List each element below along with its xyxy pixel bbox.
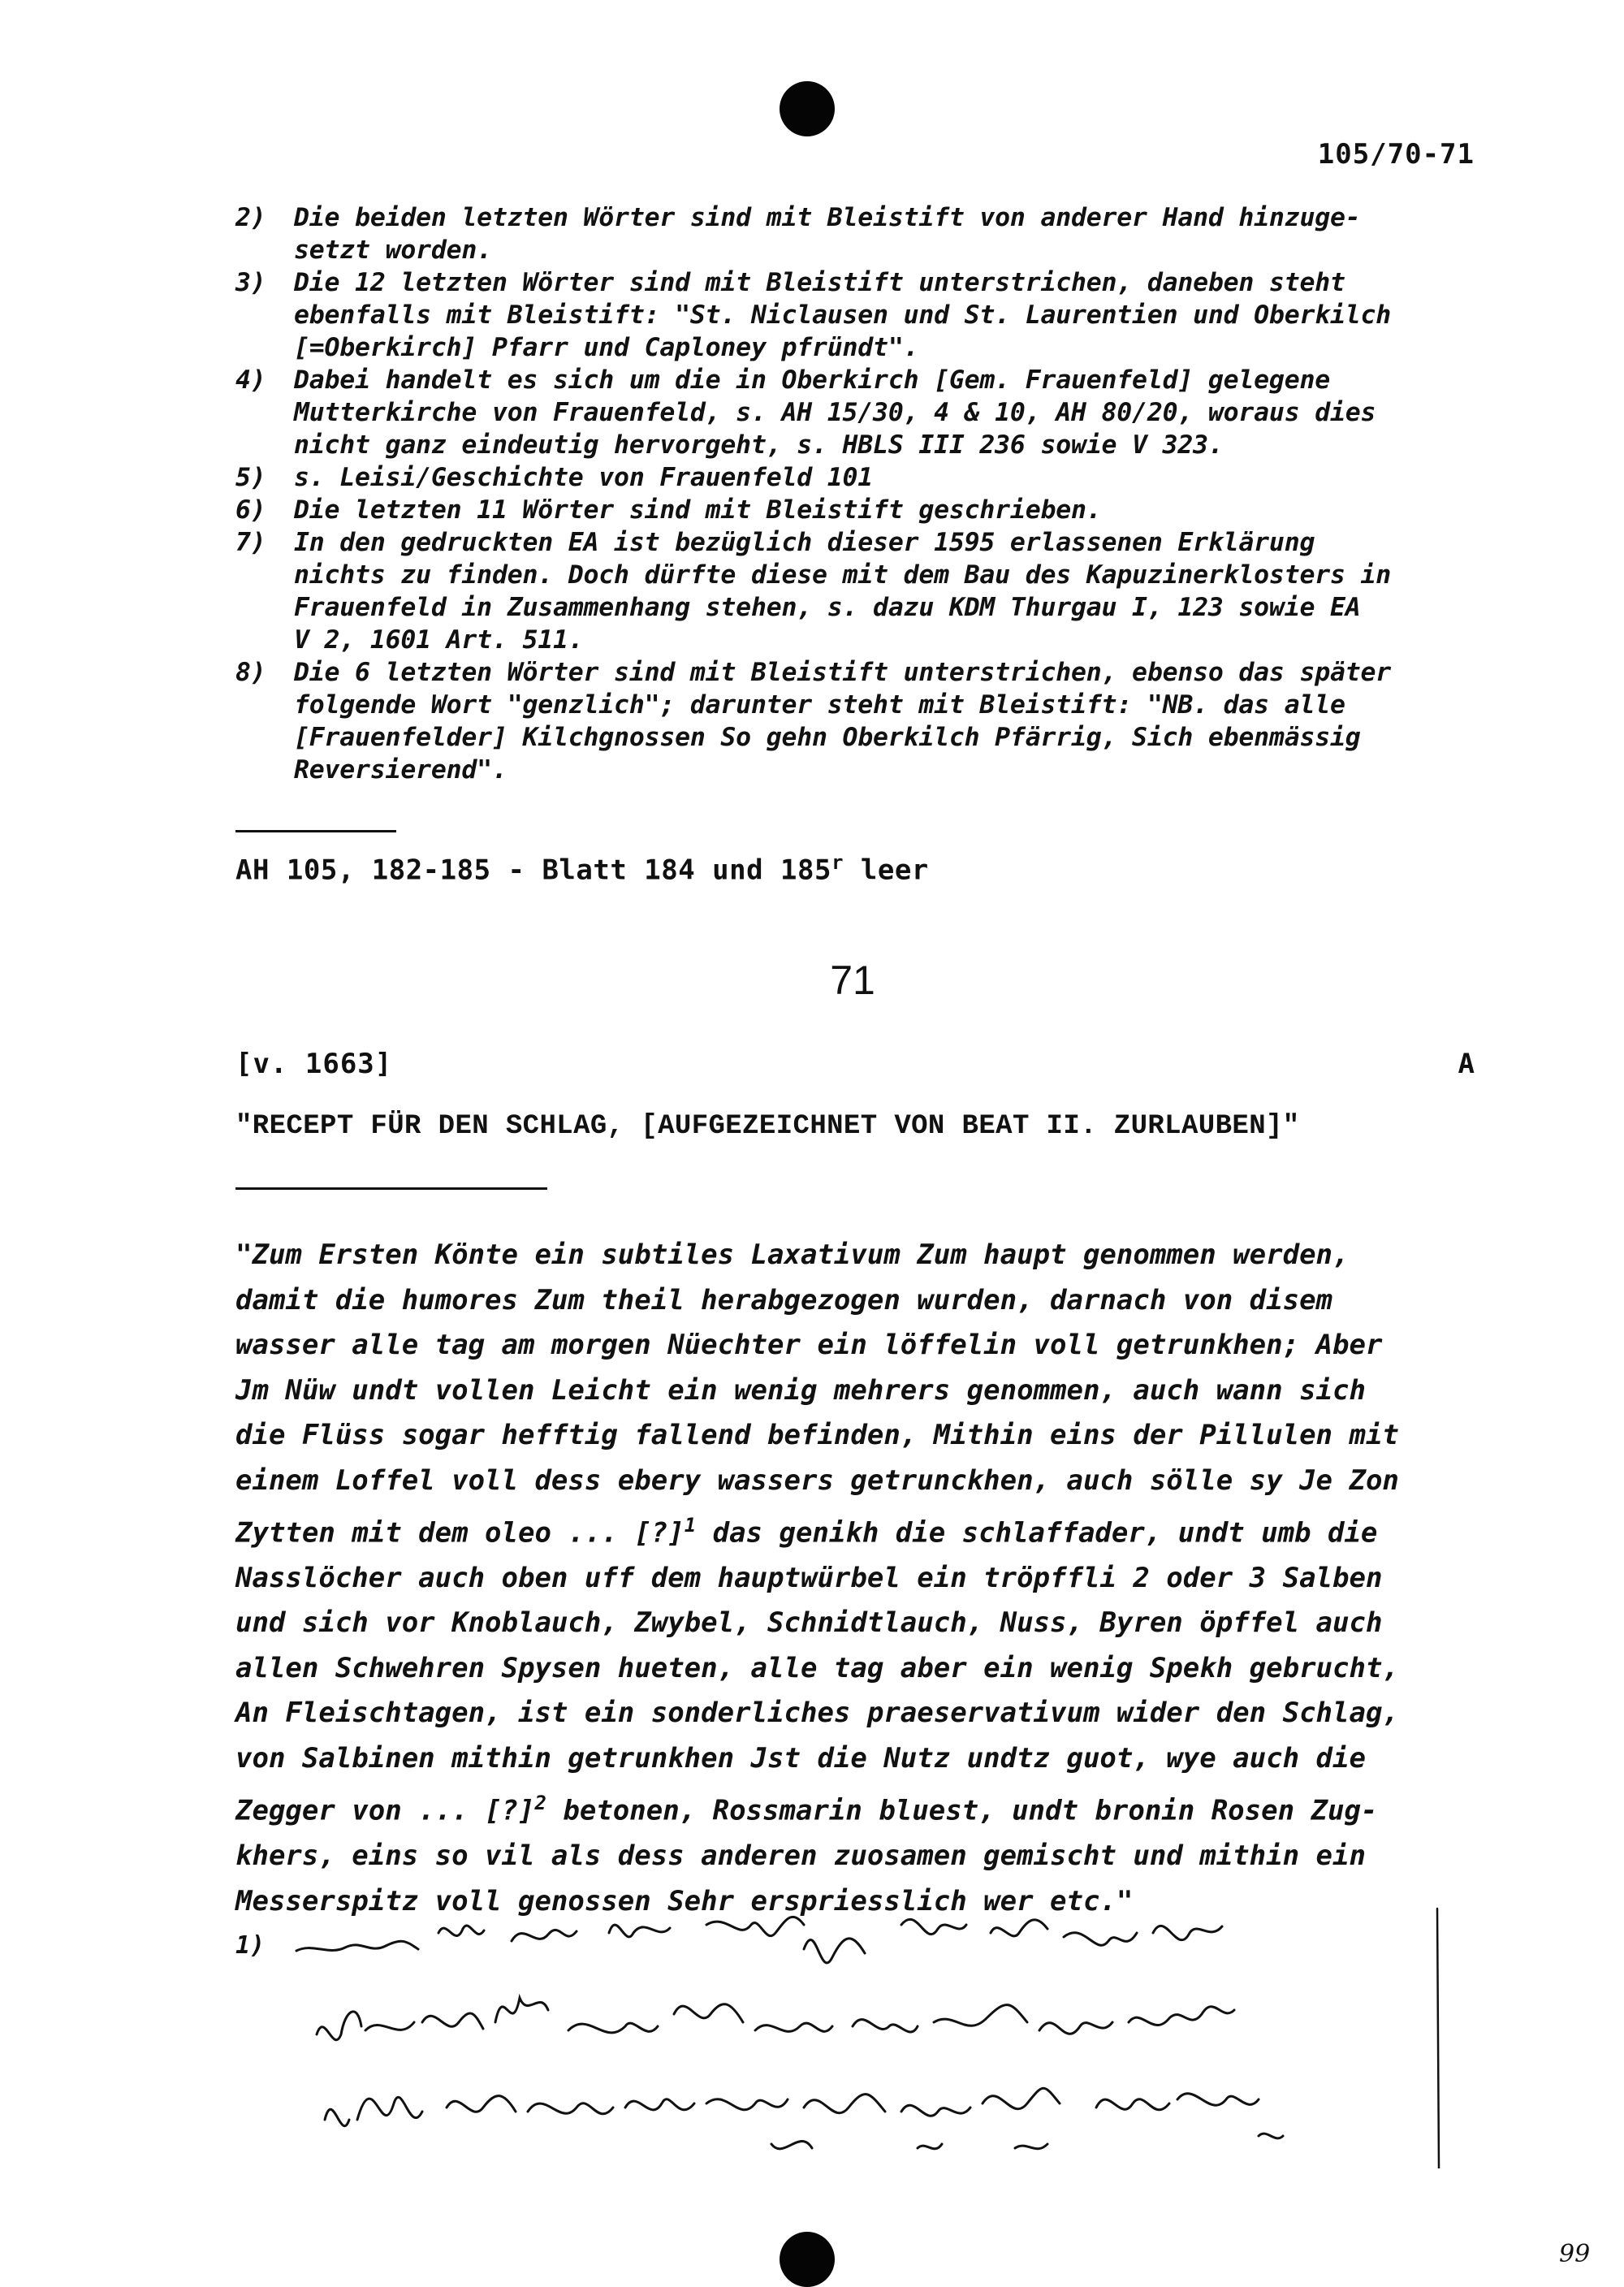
punch-hole-top xyxy=(780,81,835,136)
page-reference: 105/70-71 xyxy=(1317,138,1475,171)
footnote-item: 5) s. Leisi/Geschichte von Frauenfeld 101 xyxy=(235,463,874,492)
document-body xyxy=(235,1233,1502,1924)
body-line: Zegger von ... [?]$^2$ betonen, Rossmarin bluest, undt bronin Rosen Zug- xyxy=(235,1792,1378,1827)
document-number: 71 xyxy=(830,958,875,1003)
title-rule xyxy=(235,1187,547,1190)
body-line: Zytten mit dem oleo ... [?]$^1$ das genikh die schlaffader, undt umb die xyxy=(235,1514,1378,1550)
body-line: damit die humores Zum theil herabgezogen wurden, darnach von disem xyxy=(235,1283,1333,1316)
body-line: einem Loffel voll dess ebery wassers getrunckhen, auch sölle sy Je Zon xyxy=(235,1463,1399,1497)
body-line: "Zum Ersten Könte ein subtiles Laxativum Zum haupt genommen werden, xyxy=(235,1239,1350,1271)
body-line: khers, eins so vil als dess anderen zuosamen gemischt und mithin ein xyxy=(235,1840,1366,1873)
handwritten-excerpt-image xyxy=(284,1900,1453,2168)
footnote-label: 1) xyxy=(235,1931,266,1960)
body-line: Messerspitz voll genossen Sehr erspriesslich wer etc." xyxy=(235,1884,1134,1917)
body-line: wasser alle tag am morgen Nüechter ein löffelin voll getrunkhen; Aber xyxy=(235,1329,1383,1361)
body-line: und sich vor Knoblauch, Zwybel, Schnidtlauch, Nuss, Byren öpffel auch xyxy=(235,1606,1383,1640)
body-line: allen Schwehren Spysen hueten, alle tag aber ein wenig Spekh gebrucht, xyxy=(235,1651,1399,1684)
page-number: 99 xyxy=(1559,2240,1591,2268)
footnote-item: 7) In den gedruckten EA ist bezüglich dieser 1595 erlassenen Erklärung nichts zu finden. Doch dürfte diese mit dem Bau des Kapuzinerklosters in Frauenfeld in Zusammenhang stehen, s. dazu KDM Thurgau I, 123 sowie EA V 2, 1601 Art. 511. xyxy=(235,528,1392,655)
body-line: von Salbinen mithin getrunkhen Jst die Nutz undtz guot, wye auch die xyxy=(235,1741,1366,1775)
body-line: Jm Nüw undt vollen Leicht ein wenig mehrers genommen, auch wann sich xyxy=(235,1373,1366,1407)
footnote-item: 3) Die 12 letzten Wörter sind mit Bleistift unterstrichen, daneben steht ebenfalls mit Bleistift: "St. Niclausen und St. Laurentien und Oberkilch [=Oberkirch] Pfarr und Caploney pfründt". xyxy=(235,268,1392,362)
document-title: "RECEPT FÜR DEN SCHLAG, [AUFGEZEICHNET VON BEAT II. ZURLAUBEN]" xyxy=(235,1111,1300,1142)
footnote-item: 2) Die beiden letzten Wörter sind mit Bleistift von anderer Hand hinzuge- setzt worden. xyxy=(235,203,1361,265)
footnote-ref: 1 xyxy=(684,1514,697,1537)
separator-rule xyxy=(235,830,396,832)
footnote-item: 8) Die 6 letzten Wörter sind mit Bleistift unterstrichen, ebenso das später folgende Wort "genzlich"; darunter steht mit Bleistift: "NB. das alle [Frauenfelder] Kilchgnossen So gehn Oberkilch Pfärrig, Sich ebenmässig Reversierend". xyxy=(235,658,1392,785)
document-type: A xyxy=(1458,1048,1475,1080)
document-date: [v. 1663] xyxy=(235,1048,393,1080)
source-reference: AH 105, 182-185 - Blatt 184 und 185$^r$ leer xyxy=(235,851,929,887)
footnotes-list xyxy=(235,201,1478,786)
body-line: Nasslöcher auch oben uff dem hauptwürbel ein tröpffli 2 oder 3 Salben xyxy=(235,1561,1383,1594)
footnote-item: 6) Die letzten 11 Wörter sind mit Bleistift geschrieben. xyxy=(235,495,1102,525)
footnote-item: 4) Dabei handelt es sich um die in Oberkirch [Gem. Frauenfeld] gelegene Mutterkirche von Frauenfeld, s. AH 15/30, 4 & 10, AH 80/20, woraus dies nicht ganz eindeutig hervorgeht, s. HBLS III 236 sowie V 323. xyxy=(235,365,1376,460)
footnote-ref: 2 xyxy=(534,1792,546,1815)
punch-hole-bottom xyxy=(780,2232,835,2287)
body-line: An Fleischtagen, ist ein sonderliches praeservativum wider den Schlag, xyxy=(235,1697,1399,1730)
body-line: die Flüss sogar hefftig fallend befinden, Mithin eins der Pillulen mit xyxy=(235,1419,1399,1451)
